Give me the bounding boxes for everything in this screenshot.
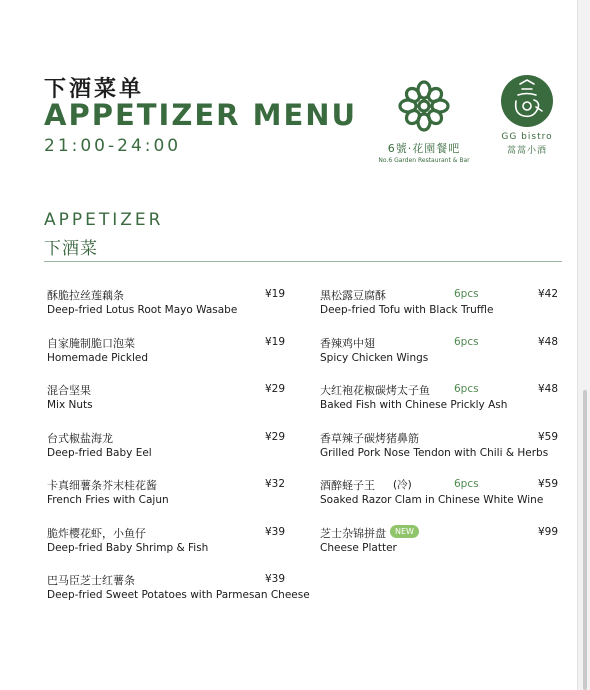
item-name-en: Baked Fish with Chinese Prickly Ash <box>320 399 508 411</box>
item-name-zh: 酥脆拉丝莲藕条 <box>47 289 124 302</box>
menu-item <box>320 382 560 430</box>
menu-item <box>47 335 287 383</box>
menu-item <box>47 430 287 478</box>
item-name-en: Grilled Pork Nose Tendon with Chili & Herbs <box>320 446 549 459</box>
item-name-zh: 香草辣子碳烤猪鼻筋 <box>320 431 419 445</box>
section-divider <box>44 261 562 262</box>
item-price: ¥39 <box>264 573 285 585</box>
item-name-zh: 脆炸樱花虾，小鱼仔 <box>47 526 146 540</box>
section-title-zh: 下酒菜 <box>44 239 98 259</box>
item-price: ¥48 <box>537 383 558 395</box>
menu-item <box>320 525 560 573</box>
item-quantity: 6pcs <box>454 478 479 490</box>
menu-item <box>320 430 560 478</box>
item-price: ¥59 <box>537 478 558 490</box>
item-name-zh: 自家腌制脆口泡菜 <box>47 336 135 350</box>
menu-title-en: APPETIZER MENU <box>44 98 358 132</box>
item-name-en: Deep-fried Baby Shrimp & Fish <box>47 541 209 554</box>
item-price: ¥19 <box>264 288 285 300</box>
menu-item <box>320 287 560 335</box>
item-price: ¥19 <box>264 335 285 348</box>
item-price: ¥99 <box>537 525 558 538</box>
menu-item <box>320 477 560 525</box>
item-name-zh: 大红袍花椒碳烤太子鱼 <box>320 384 430 397</box>
item-name-zh: 台式椒盐海龙 <box>47 431 113 445</box>
item-name-en: Mix Nuts <box>47 399 93 411</box>
new-badge: NEW <box>390 525 419 538</box>
menu-title-zh: 下酒菜单 <box>44 77 145 102</box>
item-name-en: Homemade Pickled <box>47 351 149 364</box>
item-name-en: Deep-fried Baby Eel <box>47 446 152 459</box>
menu-column-right <box>320 287 560 572</box>
item-name-en: Spicy Chicken Wings <box>320 351 429 364</box>
item-name-en: French Fries with Cajun <box>47 494 169 506</box>
gg-bistro-badge-icon <box>500 74 554 128</box>
item-quantity: 6pcs <box>454 335 479 348</box>
item-price: ¥42 <box>537 288 558 300</box>
item-name-zh: 卡真细薯条芥末桂花酱 <box>47 479 157 492</box>
item-name-en: Deep-fried Lotus Root Mayo Wasabe <box>47 304 238 316</box>
item-name-en: Deep-fried Sweet Potatoes with Parmesan Cheese <box>47 589 310 601</box>
menu-item <box>47 525 287 573</box>
item-name-en: Cheese Platter <box>320 541 397 554</box>
item-price: ¥29 <box>264 383 285 395</box>
item-name-zh: 巴马臣芝士红薯条 <box>47 574 135 587</box>
menu-item <box>47 287 287 335</box>
item-name-en: Soaked Razor Clam in Chinese White Wine <box>320 494 544 506</box>
item-serving-note: (冷) <box>393 479 412 491</box>
menu-item <box>47 477 287 525</box>
item-quantity: 6pcs <box>454 383 479 395</box>
item-price: ¥48 <box>537 335 558 348</box>
scrollbar-thumb[interactable] <box>583 390 587 690</box>
item-name-zh: 混合坚果 <box>47 384 91 397</box>
item-name-zh: 酒醉蛏子王 <box>320 479 375 492</box>
service-hours: 21:00-24:00 <box>44 136 182 156</box>
section-title-en: APPETIZER <box>44 210 164 230</box>
menu-item <box>47 382 287 430</box>
item-price: ¥29 <box>264 430 285 443</box>
item-price: ¥39 <box>264 525 285 538</box>
garden-logo <box>378 78 470 164</box>
item-name-zh: 香辣鸡中翅 <box>320 336 375 350</box>
menu-item <box>47 572 310 620</box>
gg-logo-subtitle: 蒿蒿小酒 <box>506 146 547 156</box>
gg-bistro-logo <box>494 74 560 156</box>
item-price: ¥32 <box>264 478 285 490</box>
item-quantity: 6pcs <box>454 288 479 300</box>
item-price: ¥59 <box>537 430 558 443</box>
garden-logo-name: 6號·花園餐吧 <box>387 142 461 155</box>
flower-logo-icon <box>396 78 452 134</box>
gg-logo-name: GG bistro <box>501 132 553 142</box>
item-name-en: Deep-fried Tofu with Black Truffle <box>320 304 494 316</box>
item-name-zh: 芝士杂锦拼盘 <box>320 526 386 540</box>
item-name-zh: 黑松露豆腐酥 <box>320 289 386 302</box>
menu-column-left <box>47 287 310 620</box>
garden-logo-subtitle: No.6 Garden Restaurant & Bar <box>378 157 470 164</box>
menu-item <box>320 335 560 383</box>
